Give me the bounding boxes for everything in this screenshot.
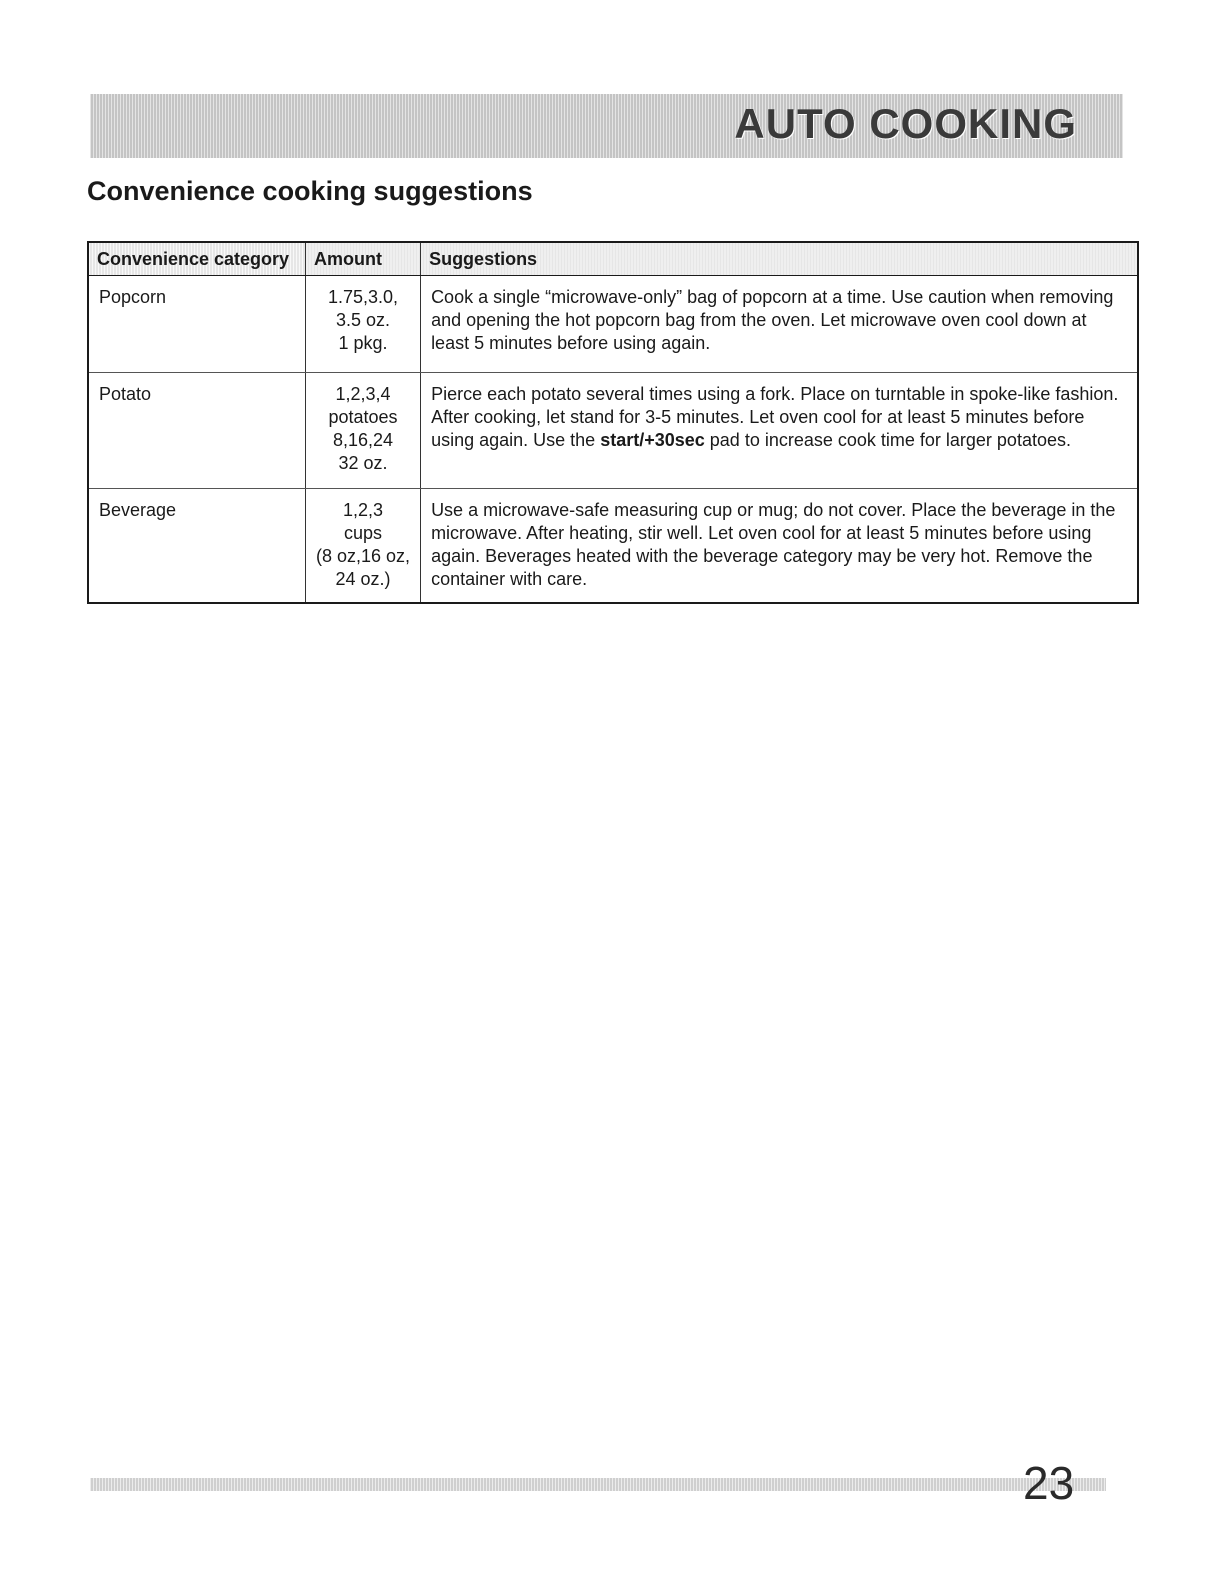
amount-line: 32 oz.: [338, 453, 388, 473]
table-header-row: [88, 242, 1138, 276]
category-cell: Beverage: [88, 489, 306, 603]
table-row: [88, 276, 1138, 373]
amount-line: 1.75,3.0,: [328, 287, 399, 307]
section-title: Convenience cooking suggestions: [87, 176, 533, 206]
amount-line: (8 oz,16 oz,: [316, 546, 411, 566]
header-banner: [90, 94, 1123, 158]
amount-line: 24 oz.): [335, 569, 391, 589]
convenience-table: [87, 241, 1139, 604]
amount-line: 3.5 oz.: [336, 310, 391, 330]
suggestion-text: Pierce each potato several times using a fork. Place on turntable in spoke-like fashion. After cooking, let stand for 3-5 minutes. Let oven cool for at least 5 minutes before using again. Use the: [431, 384, 1119, 450]
amount-line: 1 pkg.: [338, 333, 388, 353]
suggestion-text: Use a microwave-safe measuring cup or mug; do not cover. Place the beverage in the microwave. After heating, stir well. Let oven cool for at least 5 minutes before using again. Beverages heated with the beverage category may be very hot. Remove the container with care.: [431, 500, 1116, 589]
suggestion-bold: start/+30sec: [600, 430, 705, 450]
category-cell: Potato: [88, 373, 306, 489]
footer-bar: [90, 1478, 1106, 1491]
suggestion-cell: [421, 373, 1138, 489]
banner-title: AUTO COOKING: [734, 100, 1077, 147]
amount-cell: [306, 276, 421, 373]
amount-line: 8,16,24: [333, 430, 394, 450]
amount-cell: [306, 489, 421, 603]
header-suggestions: Suggestions: [421, 242, 1138, 276]
page-number: 23: [1023, 1457, 1075, 1509]
suggestion-text: Cook a single “microwave-only” bag of popcorn at a time. Use caution when removing and opening the hot popcorn bag from the oven. Let microwave oven cool down at least 5 minutes before using again.: [431, 287, 1114, 353]
amount-line: potatoes: [328, 407, 398, 427]
amount-line: 1,2,3: [343, 500, 384, 520]
amount-cell: [306, 373, 421, 489]
amount-line: 1,2,3,4: [335, 384, 391, 404]
header-amount: Amount: [306, 242, 421, 276]
category-cell: Popcorn: [88, 276, 306, 373]
suggestion-cell: [421, 489, 1138, 603]
table-row: [88, 373, 1138, 489]
suggestion-cell: [421, 276, 1138, 373]
table-row: [88, 489, 1138, 603]
suggestion-text-after: pad to increase cook time for larger potatoes.: [704, 430, 1071, 450]
amount-line: cups: [344, 523, 383, 543]
header-category: Convenience category: [88, 242, 306, 276]
